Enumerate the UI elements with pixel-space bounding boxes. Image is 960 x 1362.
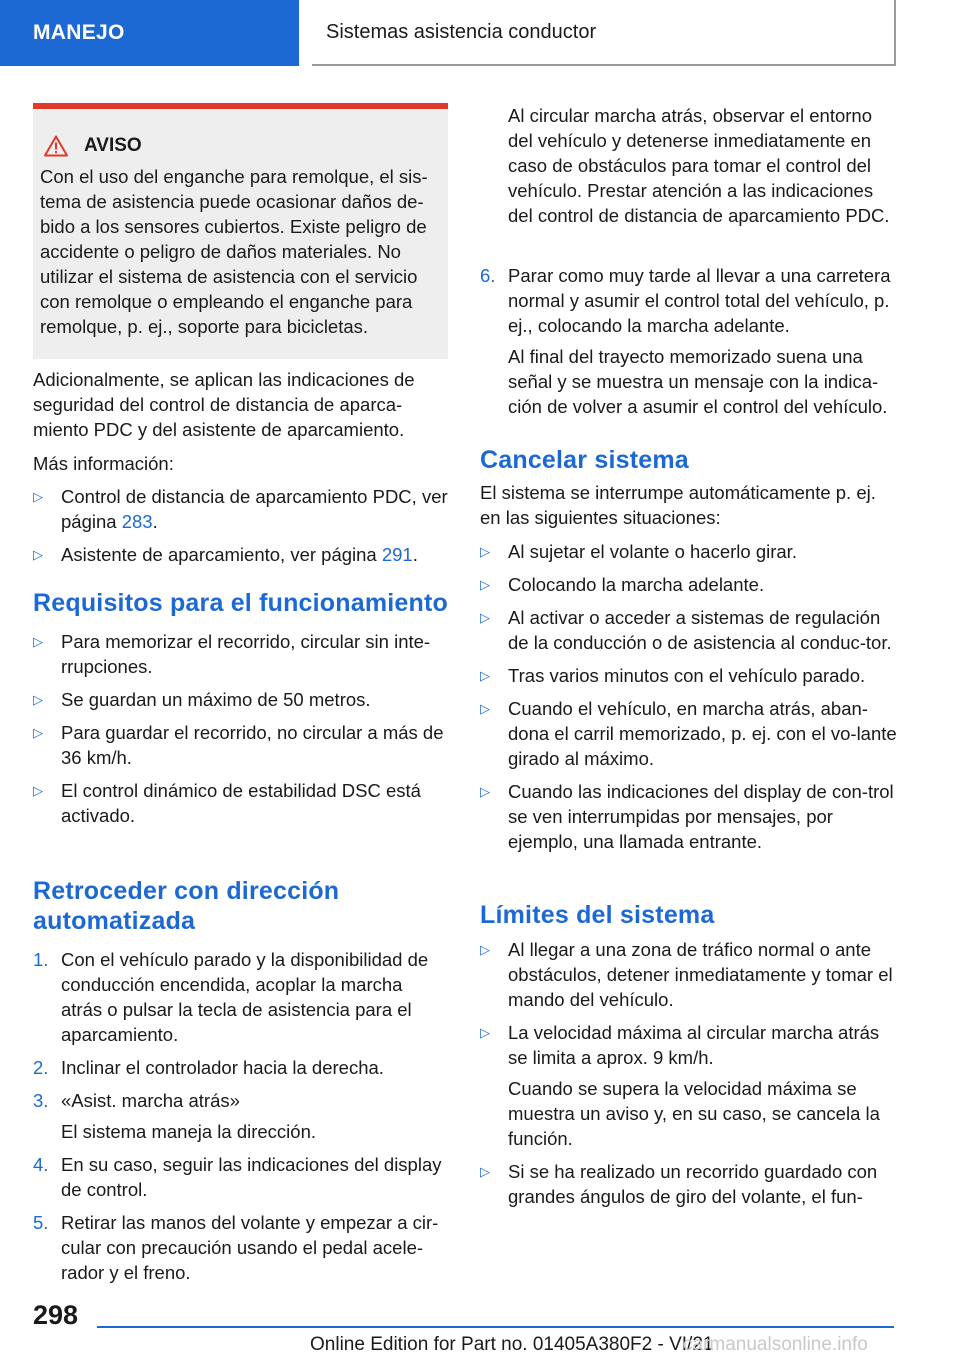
list-item: ▷ Colocando la marcha adelante.: [480, 574, 765, 595]
triangle-right-icon: ▷: [480, 784, 490, 799]
list-item: ▷ Cuando el vehículo, en marcha atrás, aban-dona el carril memorizado, p. ej. con el vo-lante girado al máximo.: [480, 698, 897, 769]
list-item: ▷ Para memorizar el recorrido, circular sin inte-rrupciones.: [33, 631, 431, 677]
list-item: ▷ Se guardan un máximo de 50 metros.: [33, 689, 371, 710]
list-item: ▷ Si se ha realizado un recorrido guardado con grandes ángulos de giro del volante, el fun-: [480, 1161, 878, 1207]
triangle-right-icon: ▷: [33, 692, 43, 707]
list-item: 3. «Asist. marcha atrás» El sistema maneja la dirección.: [33, 1090, 316, 1142]
section-tab: [0, 0, 299, 66]
info-list: [33, 484, 448, 567]
step5-continuation: Al circular marcha atrás, observar el entorno del vehículo y detenerse inmediatamente en caso de obstáculos para tomar el control del vehículo. Prestar atención a las indicaciones del control de distancia de aparcamiento PDC.: [508, 105, 890, 226]
warning-box: [33, 103, 448, 359]
triangle-right-icon: ▷: [33, 634, 43, 649]
triangle-right-icon: ▷: [480, 544, 490, 559]
list-item: 6. Parar como muy tarde al llevar a una carretera normal y asumir el control total del vehículo, p. ej., colocando la marcha adelante. Al final del trayecto memorizado suena una señal y se muestra un mensaje con la indica-ción de volver a asumir el control del vehículo.: [480, 265, 891, 417]
list-item: 1. Con el vehículo parado y la disponibilidad de conducción encendida, acoplar la marcha atrás o pulsar la tecla de asistencia para el aparcamiento.: [33, 949, 429, 1045]
requirements-section: [33, 588, 448, 836]
edition-text: Online Edition for Part no. 01405A380F2 - VI/21: [310, 1334, 714, 1355]
list-item: ▷ Asistente de aparcamiento, ver página 291.: [33, 544, 418, 565]
warning-title: AVISO: [84, 135, 142, 156]
triangle-right-icon: ▷: [33, 547, 43, 562]
reverse-section: [33, 876, 448, 1293]
list-item: 5. Retirar las manos del volante y empezar a cir-cular con precaución usando el pedal acele-rador y el freno.: [33, 1212, 439, 1283]
section-title: MANEJO: [33, 21, 125, 44]
watermark: carmanualsonline.info: [683, 1334, 868, 1355]
section-heading: Requisitos para el funcionamiento: [33, 589, 448, 617]
triangle-right-icon: ▷: [480, 668, 490, 683]
cancel-list: [480, 539, 898, 854]
step6-block: [480, 263, 898, 427]
triangle-right-icon: ▷: [480, 577, 490, 592]
triangle-right-icon: ▷: [33, 489, 43, 504]
chapter-header: [312, 0, 896, 66]
cancel-intro: El sistema se interrumpe automáticamente p. ej. en las siguientes situaciones:: [480, 482, 876, 528]
list-item: 4. En su caso, seguir las indicaciones del display de control.: [33, 1154, 442, 1200]
list-item: ▷ Tras varios minutos con el vehículo parado.: [480, 665, 866, 686]
chapter-title: Sistemas asistencia conductor: [326, 20, 597, 43]
list-item: ▷ Control de distancia de aparcamiento PDC, ver página 283.: [33, 486, 448, 532]
list-item: ▷ El control dinámico de estabilidad DSC está activado.: [33, 780, 421, 826]
triangle-right-icon: ▷: [33, 725, 43, 740]
page-number: 298: [33, 1300, 79, 1330]
reverse-steps: [33, 947, 448, 1285]
requirements-list: [33, 629, 448, 828]
list-item: ▷ Al sujetar el volante o hacerlo girar.: [480, 541, 797, 562]
list-item: ▷ La velocidad máxima al circular marcha atrás se limita a aprox. 9 km/h. Cuando se supera la velocidad máxima se muestra un aviso y, en su caso, se cancela la función.: [480, 1022, 880, 1149]
warning-heading: [40, 133, 438, 158]
triangle-right-icon: ▷: [480, 942, 490, 957]
list-item: ▷ Al activar o acceder a sistemas de regulación de la conducción o de asistencia al conduc-tor.: [480, 607, 892, 653]
warning-triangle-icon: [44, 135, 68, 157]
triangle-right-icon: ▷: [480, 701, 490, 716]
list-item: ▷ Al llegar a una zona de tráfico normal o ante obstáculos, detener inmediatamente y tomar el mando del vehículo.: [480, 939, 893, 1010]
more-info-label: Más información:: [33, 453, 174, 474]
page-link-291[interactable]: 291: [381, 544, 413, 565]
list-item: ▷ Cuando las indicaciones del display de con-trol se ven interrumpidas por mensajes, por ejemplo, una llamada entrante.: [480, 781, 894, 852]
triangle-right-icon: ▷: [33, 783, 43, 798]
section-heading: Cancelar sistema: [480, 446, 689, 474]
footer-divider: [97, 1326, 894, 1328]
intro-paragraph: Adicionalmente, se aplican las indicaciones de seguridad del control de distancia de aparca-miento PDC y del asistente de aparcamiento.: [33, 369, 415, 440]
list-item: 2. Inclinar el controlador hacia la derecha.: [33, 1057, 384, 1078]
intro-block: [33, 367, 448, 575]
section-heading: Límites del sistema: [480, 901, 715, 929]
triangle-right-icon: ▷: [480, 1164, 490, 1179]
cancel-section: [480, 445, 898, 862]
triangle-right-icon: ▷: [480, 1025, 490, 1040]
triangle-right-icon: ▷: [480, 610, 490, 625]
page-link-283[interactable]: 283: [121, 511, 153, 532]
limits-section: [480, 900, 898, 1217]
section-heading: Retroceder con dirección automatizada: [33, 877, 340, 935]
warning-text: Con el uso del enganche para remolque, el sis-tema de asistencia puede ocasionar daños de-bido a los sensores cubiertos. Existe peligro de accidente o peligro de daños materiales. No utilizar el sistema de asistencia con el servicio con remolque o empleando el enganche para remolque, p. ej., soporte para bicicletas.: [40, 166, 428, 337]
list-item: ▷ Para guardar el recorrido, no circular a más de 36 km/h.: [33, 722, 444, 768]
limits-list: [480, 937, 898, 1209]
